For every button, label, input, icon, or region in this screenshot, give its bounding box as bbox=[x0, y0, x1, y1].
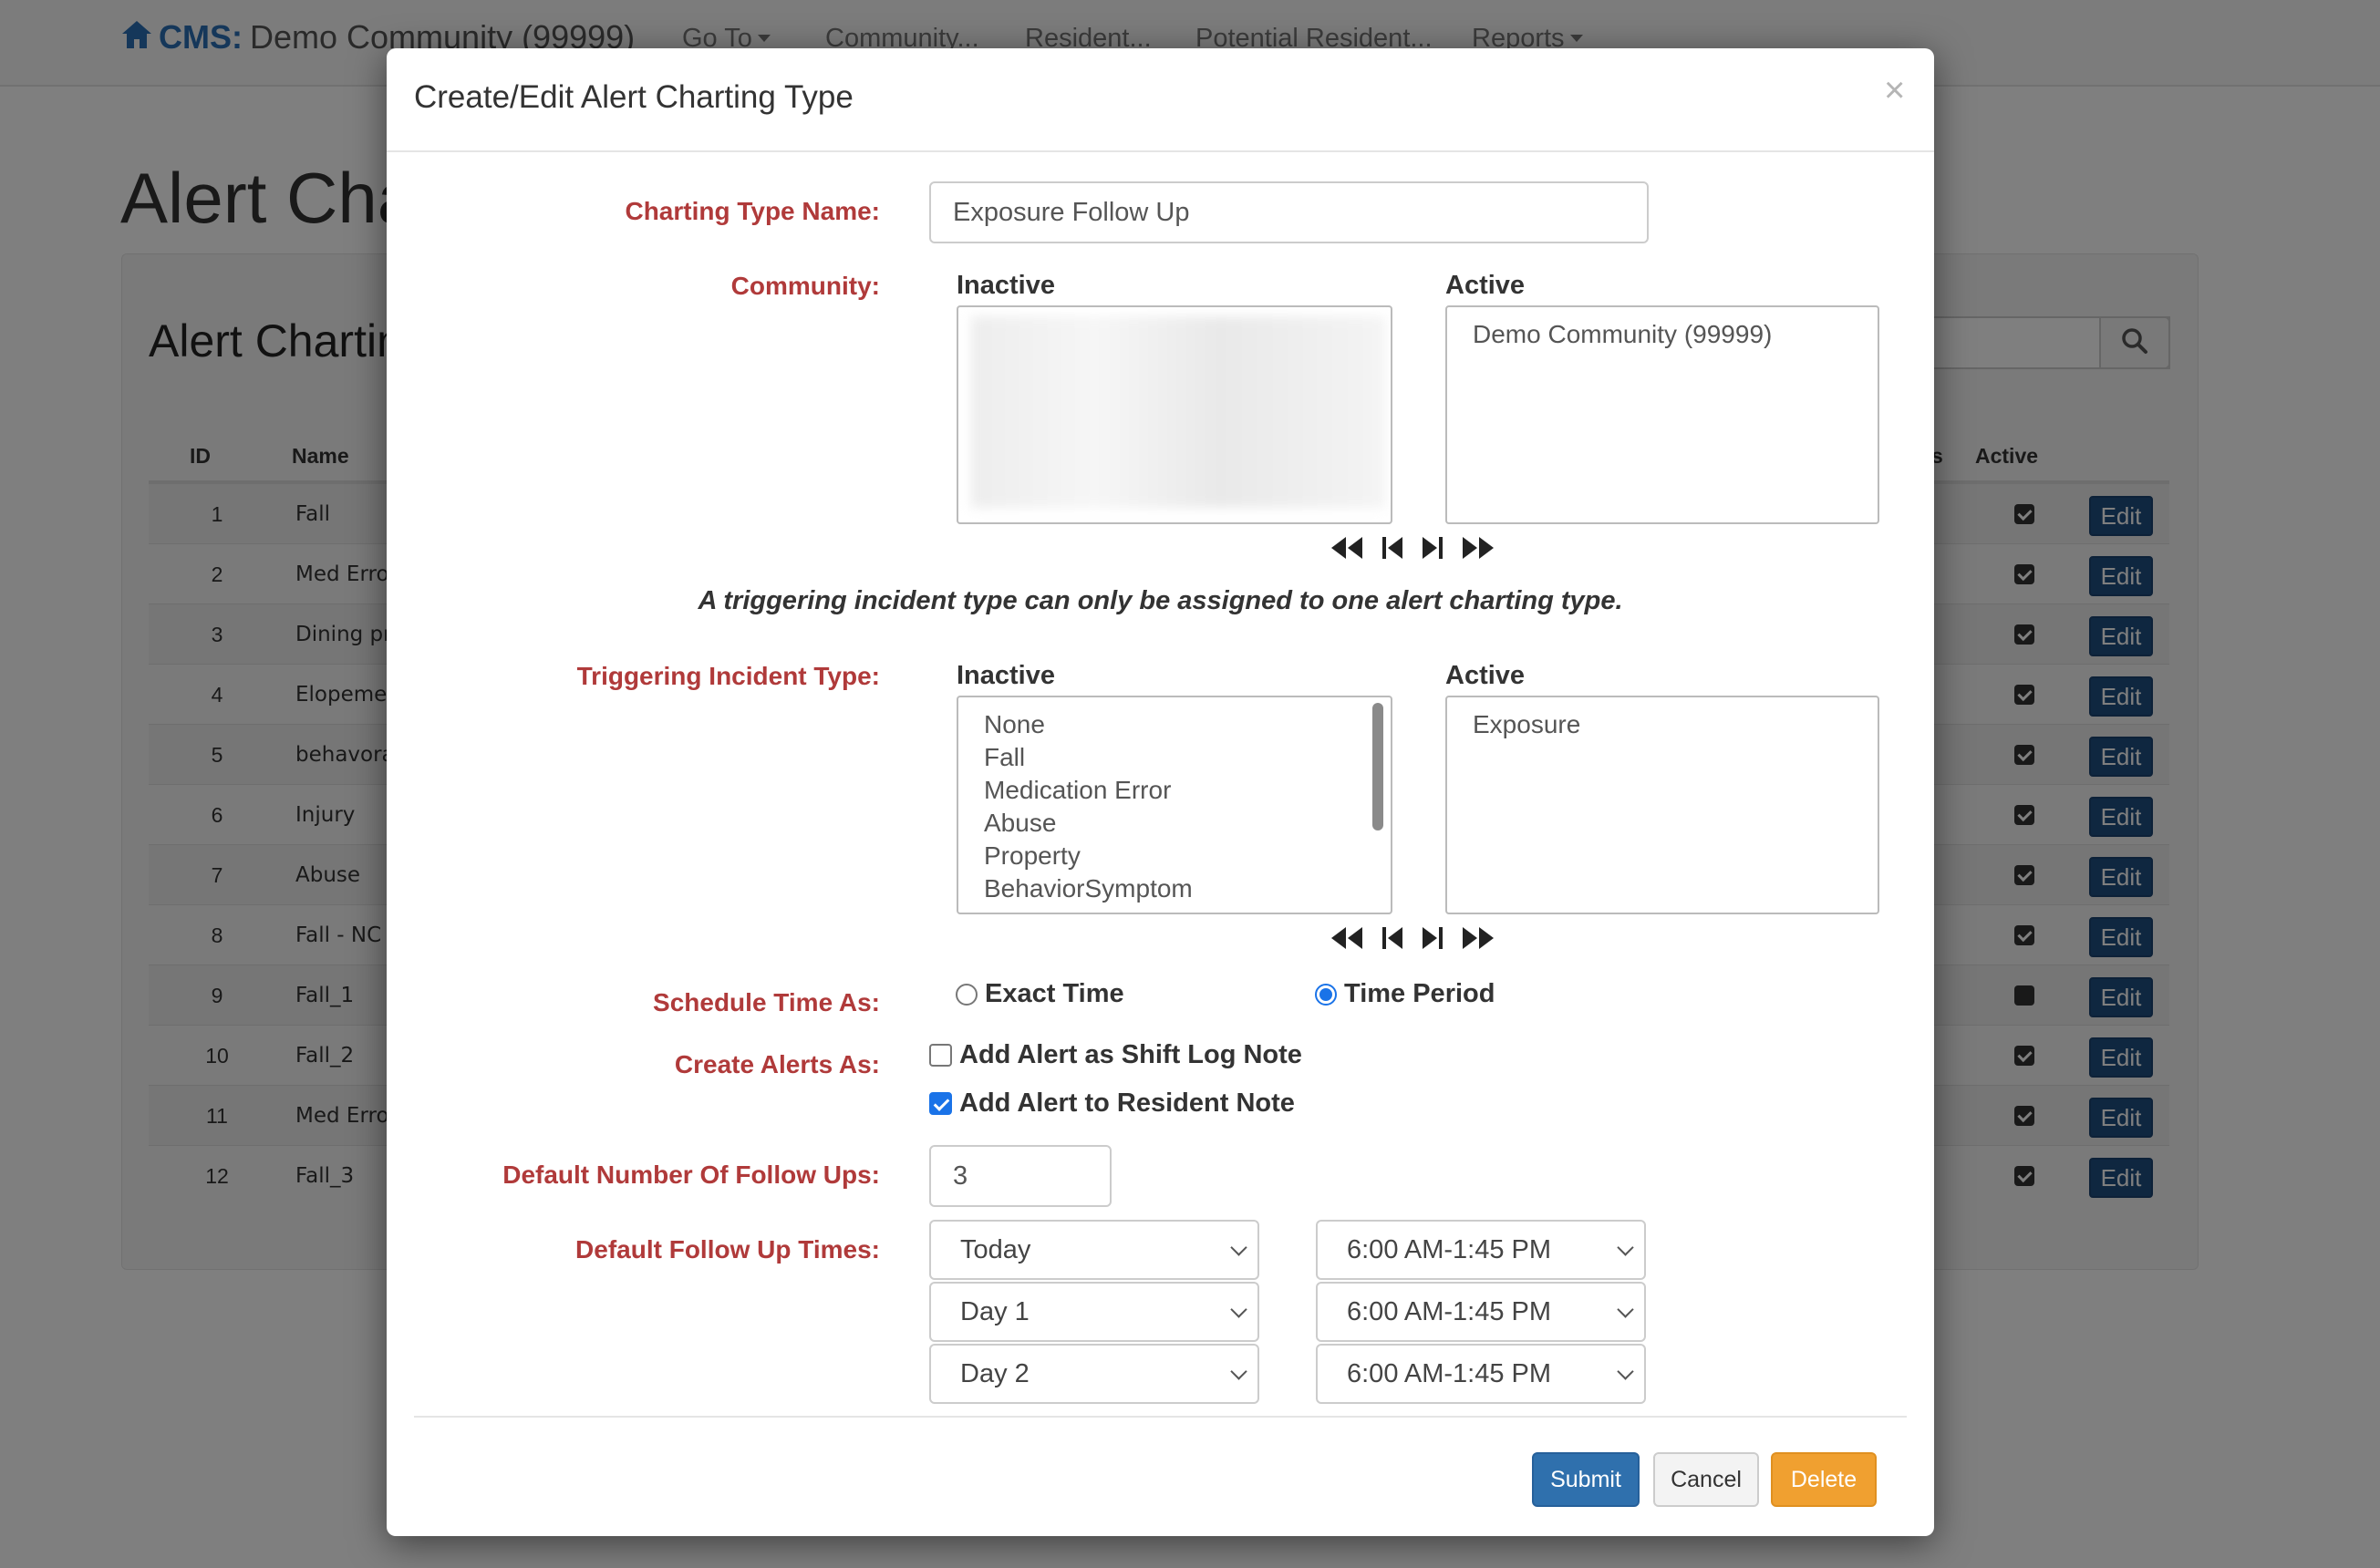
move-all-left-icon[interactable] bbox=[1330, 535, 1364, 565]
radio-exact-time[interactable]: Exact Time bbox=[956, 979, 1124, 1009]
follow-ups-label: Default Number Of Follow Ups: bbox=[502, 1161, 880, 1189]
follow-ups-input[interactable]: 3 bbox=[929, 1145, 1112, 1207]
triggering-note: A triggering incident type can only be assigned to one alert charting type. bbox=[698, 586, 1623, 615]
community-inactive-list[interactable] bbox=[957, 305, 1392, 524]
triggering-incident-type-label: Triggering Incident Type: bbox=[576, 662, 880, 690]
triggering-inactive-heading: Inactive bbox=[957, 661, 1055, 690]
chevron-down-icon bbox=[1230, 1239, 1247, 1255]
community-mover-controls bbox=[1330, 535, 1495, 565]
checkbox-resident-note[interactable]: Add Alert to Resident Note bbox=[929, 1088, 1295, 1119]
checkbox-shift-log-note[interactable]: Add Alert as Shift Log Note bbox=[929, 1040, 1302, 1070]
chevron-down-icon bbox=[1617, 1239, 1633, 1255]
list-item[interactable]: Exposure bbox=[1473, 710, 1581, 738]
follow-up-day-select-0[interactable]: Today bbox=[929, 1220, 1259, 1280]
list-item[interactable]: Abuse bbox=[984, 809, 1057, 837]
modal-header-divider bbox=[387, 150, 1934, 152]
community-active-list[interactable] bbox=[1445, 305, 1879, 524]
triggering-mover-controls bbox=[1330, 925, 1495, 955]
move-one-left-icon[interactable] bbox=[1381, 925, 1404, 955]
list-item[interactable]: Property bbox=[984, 841, 1081, 870]
schedule-time-label: Schedule Time As: bbox=[653, 988, 880, 1016]
radio-time-period[interactable]: Time Period bbox=[1315, 979, 1495, 1009]
modal-footer-divider bbox=[414, 1416, 1907, 1418]
list-item[interactable]: None bbox=[984, 710, 1045, 738]
charting-type-name-label: Charting Type Name: bbox=[625, 197, 880, 225]
follow-up-times-label: Default Follow Up Times: bbox=[575, 1235, 880, 1264]
follow-up-time-select-1[interactable]: 6:00 AM-1:45 PM bbox=[1316, 1282, 1646, 1342]
move-all-right-icon[interactable] bbox=[1461, 535, 1495, 565]
submit-button[interactable]: Submit bbox=[1532, 1452, 1640, 1507]
list-item[interactable]: BehaviorSymptom bbox=[984, 874, 1193, 903]
move-all-left-icon[interactable] bbox=[1330, 925, 1364, 955]
community-inactive-heading: Inactive bbox=[957, 271, 1055, 300]
cancel-button[interactable]: Cancel bbox=[1653, 1452, 1759, 1507]
triggering-active-heading: Active bbox=[1445, 661, 1526, 690]
follow-up-time-select-0[interactable]: 6:00 AM-1:45 PM bbox=[1316, 1220, 1646, 1280]
community-active-heading: Active bbox=[1445, 271, 1526, 300]
close-icon[interactable]: × bbox=[1884, 70, 1906, 110]
list-item[interactable]: Medication Error bbox=[984, 776, 1172, 804]
move-one-left-icon[interactable] bbox=[1381, 535, 1404, 565]
alert-charting-type-modal bbox=[387, 48, 1934, 1536]
radio-time-period-control[interactable] bbox=[1315, 984, 1337, 1006]
radio-exact-time-control[interactable] bbox=[956, 984, 978, 1006]
charting-type-name-input[interactable]: Exposure Follow Up bbox=[929, 181, 1649, 243]
list-item[interactable]: Demo Community (99999) bbox=[1473, 320, 1773, 348]
chevron-down-icon bbox=[1230, 1363, 1247, 1379]
modal-title: Create/Edit Alert Charting Type bbox=[414, 79, 854, 115]
triggering-inactive-list[interactable] bbox=[957, 696, 1392, 914]
follow-up-time-select-2[interactable]: 6:00 AM-1:45 PM bbox=[1316, 1344, 1646, 1404]
redacted-content bbox=[971, 316, 1385, 508]
move-all-right-icon[interactable] bbox=[1461, 925, 1495, 955]
list-item[interactable]: Fall bbox=[984, 743, 1026, 771]
triggering-active-list[interactable] bbox=[1445, 696, 1879, 914]
checkbox-resident-note-control[interactable] bbox=[929, 1092, 952, 1115]
scrollbar[interactable] bbox=[1372, 703, 1383, 830]
chevron-down-icon bbox=[1617, 1363, 1633, 1379]
community-label: Community: bbox=[730, 272, 880, 300]
checkbox-shift-log-note-control[interactable] bbox=[929, 1044, 952, 1067]
chevron-down-icon bbox=[1617, 1301, 1633, 1317]
create-alerts-label: Create Alerts As: bbox=[674, 1050, 880, 1078]
move-one-right-icon[interactable] bbox=[1421, 925, 1444, 955]
move-one-right-icon[interactable] bbox=[1421, 535, 1444, 565]
chevron-down-icon bbox=[1230, 1301, 1247, 1317]
follow-up-day-select-1[interactable]: Day 1 bbox=[929, 1282, 1259, 1342]
delete-button[interactable]: Delete bbox=[1771, 1452, 1877, 1507]
follow-up-day-select-2[interactable]: Day 2 bbox=[929, 1344, 1259, 1404]
